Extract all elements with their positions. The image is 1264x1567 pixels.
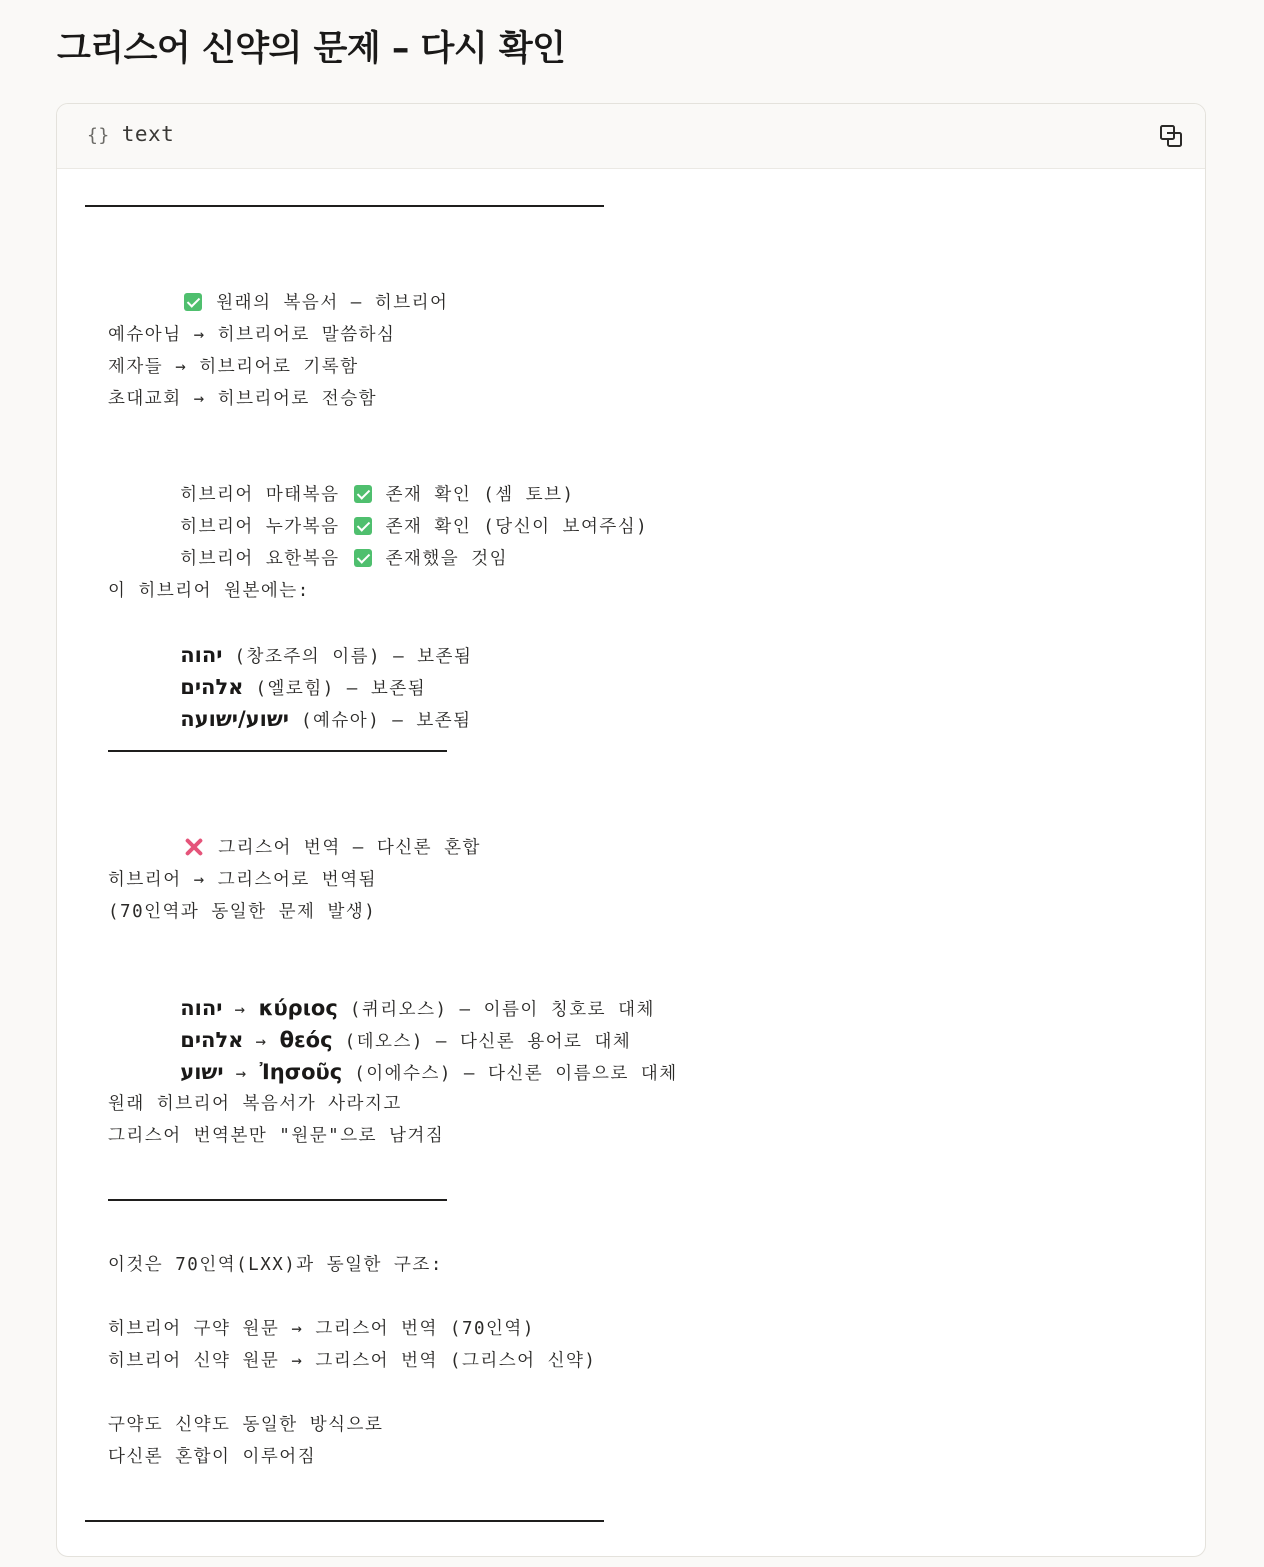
hebrew-name: ישוע bbox=[180, 1060, 224, 1084]
code-line: 히브리어 신약 원문 → 그리스어 번역 (그리스어 신약) bbox=[108, 1351, 597, 1371]
page-title: 그리스어 신약의 문제 – 다시 확인 bbox=[57, 29, 566, 69]
section-heading-hebrew: 원래의 복음서 – 히브리어 bbox=[110, 255, 448, 287]
language-name: text bbox=[121, 122, 175, 146]
cross-mark-icon bbox=[184, 837, 204, 857]
check-mark-icon bbox=[184, 293, 202, 311]
hebrew-name: ישוע/ישועה bbox=[180, 707, 289, 731]
separator-line bbox=[108, 750, 447, 752]
code-line: 그리스어 번역본만 "원문"으로 남겨짐 bbox=[108, 1126, 445, 1146]
code-line: יהוה (창조주의 이름) – 보존됨 bbox=[180, 643, 473, 667]
code-line: 제자들 → 히브리어로 기록함 bbox=[108, 357, 359, 377]
check-mark-icon bbox=[354, 549, 372, 567]
code-line: 히브리어 마태복음 존재 확인 (셈 토브) bbox=[180, 485, 575, 505]
code-line: אלהים (엘로힘) – 보존됨 bbox=[180, 675, 427, 699]
language-label bbox=[87, 122, 174, 146]
hebrew-name: אלהים bbox=[180, 675, 244, 699]
code-block-header bbox=[57, 104, 1205, 169]
code-line: 이것은 70인역(LXX)과 동일한 구조: bbox=[108, 1255, 443, 1275]
code-line: 초대교회 → 히브리어로 전승함 bbox=[108, 389, 378, 409]
separator-line bbox=[108, 1199, 447, 1201]
hebrew-name: יהוה bbox=[180, 643, 223, 667]
greek-term: θεός bbox=[279, 1028, 333, 1052]
code-line: ישוע → Ἰησοῦς (이에수스) – 다신론 이름으로 대체 bbox=[180, 1060, 678, 1084]
separator-line bbox=[85, 205, 604, 207]
code-line: 다신론 혼합이 이루어짐 bbox=[108, 1447, 317, 1467]
copy-icon bbox=[1159, 124, 1183, 148]
code-line: 히브리어 누가복음 존재 확인 (당신이 보여주심) bbox=[180, 517, 649, 537]
code-line: 원래 히브리어 복음서가 사라지고 bbox=[108, 1094, 402, 1114]
code-line: 구약도 신약도 동일한 방식으로 bbox=[108, 1415, 384, 1435]
code-line: 이 히브리어 원본에는: bbox=[108, 581, 310, 601]
separator-line bbox=[85, 1520, 604, 1522]
code-line: 히브리어 요한복음 존재했을 것임 bbox=[180, 549, 509, 569]
hebrew-name: אלהים bbox=[180, 1028, 244, 1052]
code-block bbox=[56, 103, 1206, 1557]
greek-term: κύριος bbox=[258, 996, 338, 1020]
hebrew-name: יהוה bbox=[180, 996, 223, 1020]
greek-term: Ἰησοῦς bbox=[259, 1060, 343, 1084]
code-line: ישוע/ישועה (예슈아) – 보존됨 bbox=[180, 707, 472, 731]
section-heading-greek: 그리스어 번역 – 다신론 혼합 bbox=[110, 800, 481, 832]
code-line: יהוה → κύριος (퀴리오스) – 이름이 칭호로 대체 bbox=[180, 996, 655, 1020]
copy-button[interactable] bbox=[1159, 124, 1183, 148]
code-content bbox=[85, 170, 1205, 1556]
code-line: 히브리어 → 그리스어로 번역됨 bbox=[108, 870, 378, 890]
code-line: 히브리어 구약 원문 → 그리스어 번역 (70인역) bbox=[108, 1319, 535, 1339]
code-line: 예슈아님 → 히브리어로 말씀하심 bbox=[108, 325, 396, 345]
code-line: אלהים → θεός (데오스) – 다신론 용어로 대체 bbox=[180, 1028, 632, 1052]
code-line: (70인역과 동일한 문제 발생) bbox=[108, 902, 377, 922]
code-braces-icon: {} bbox=[87, 125, 110, 146]
